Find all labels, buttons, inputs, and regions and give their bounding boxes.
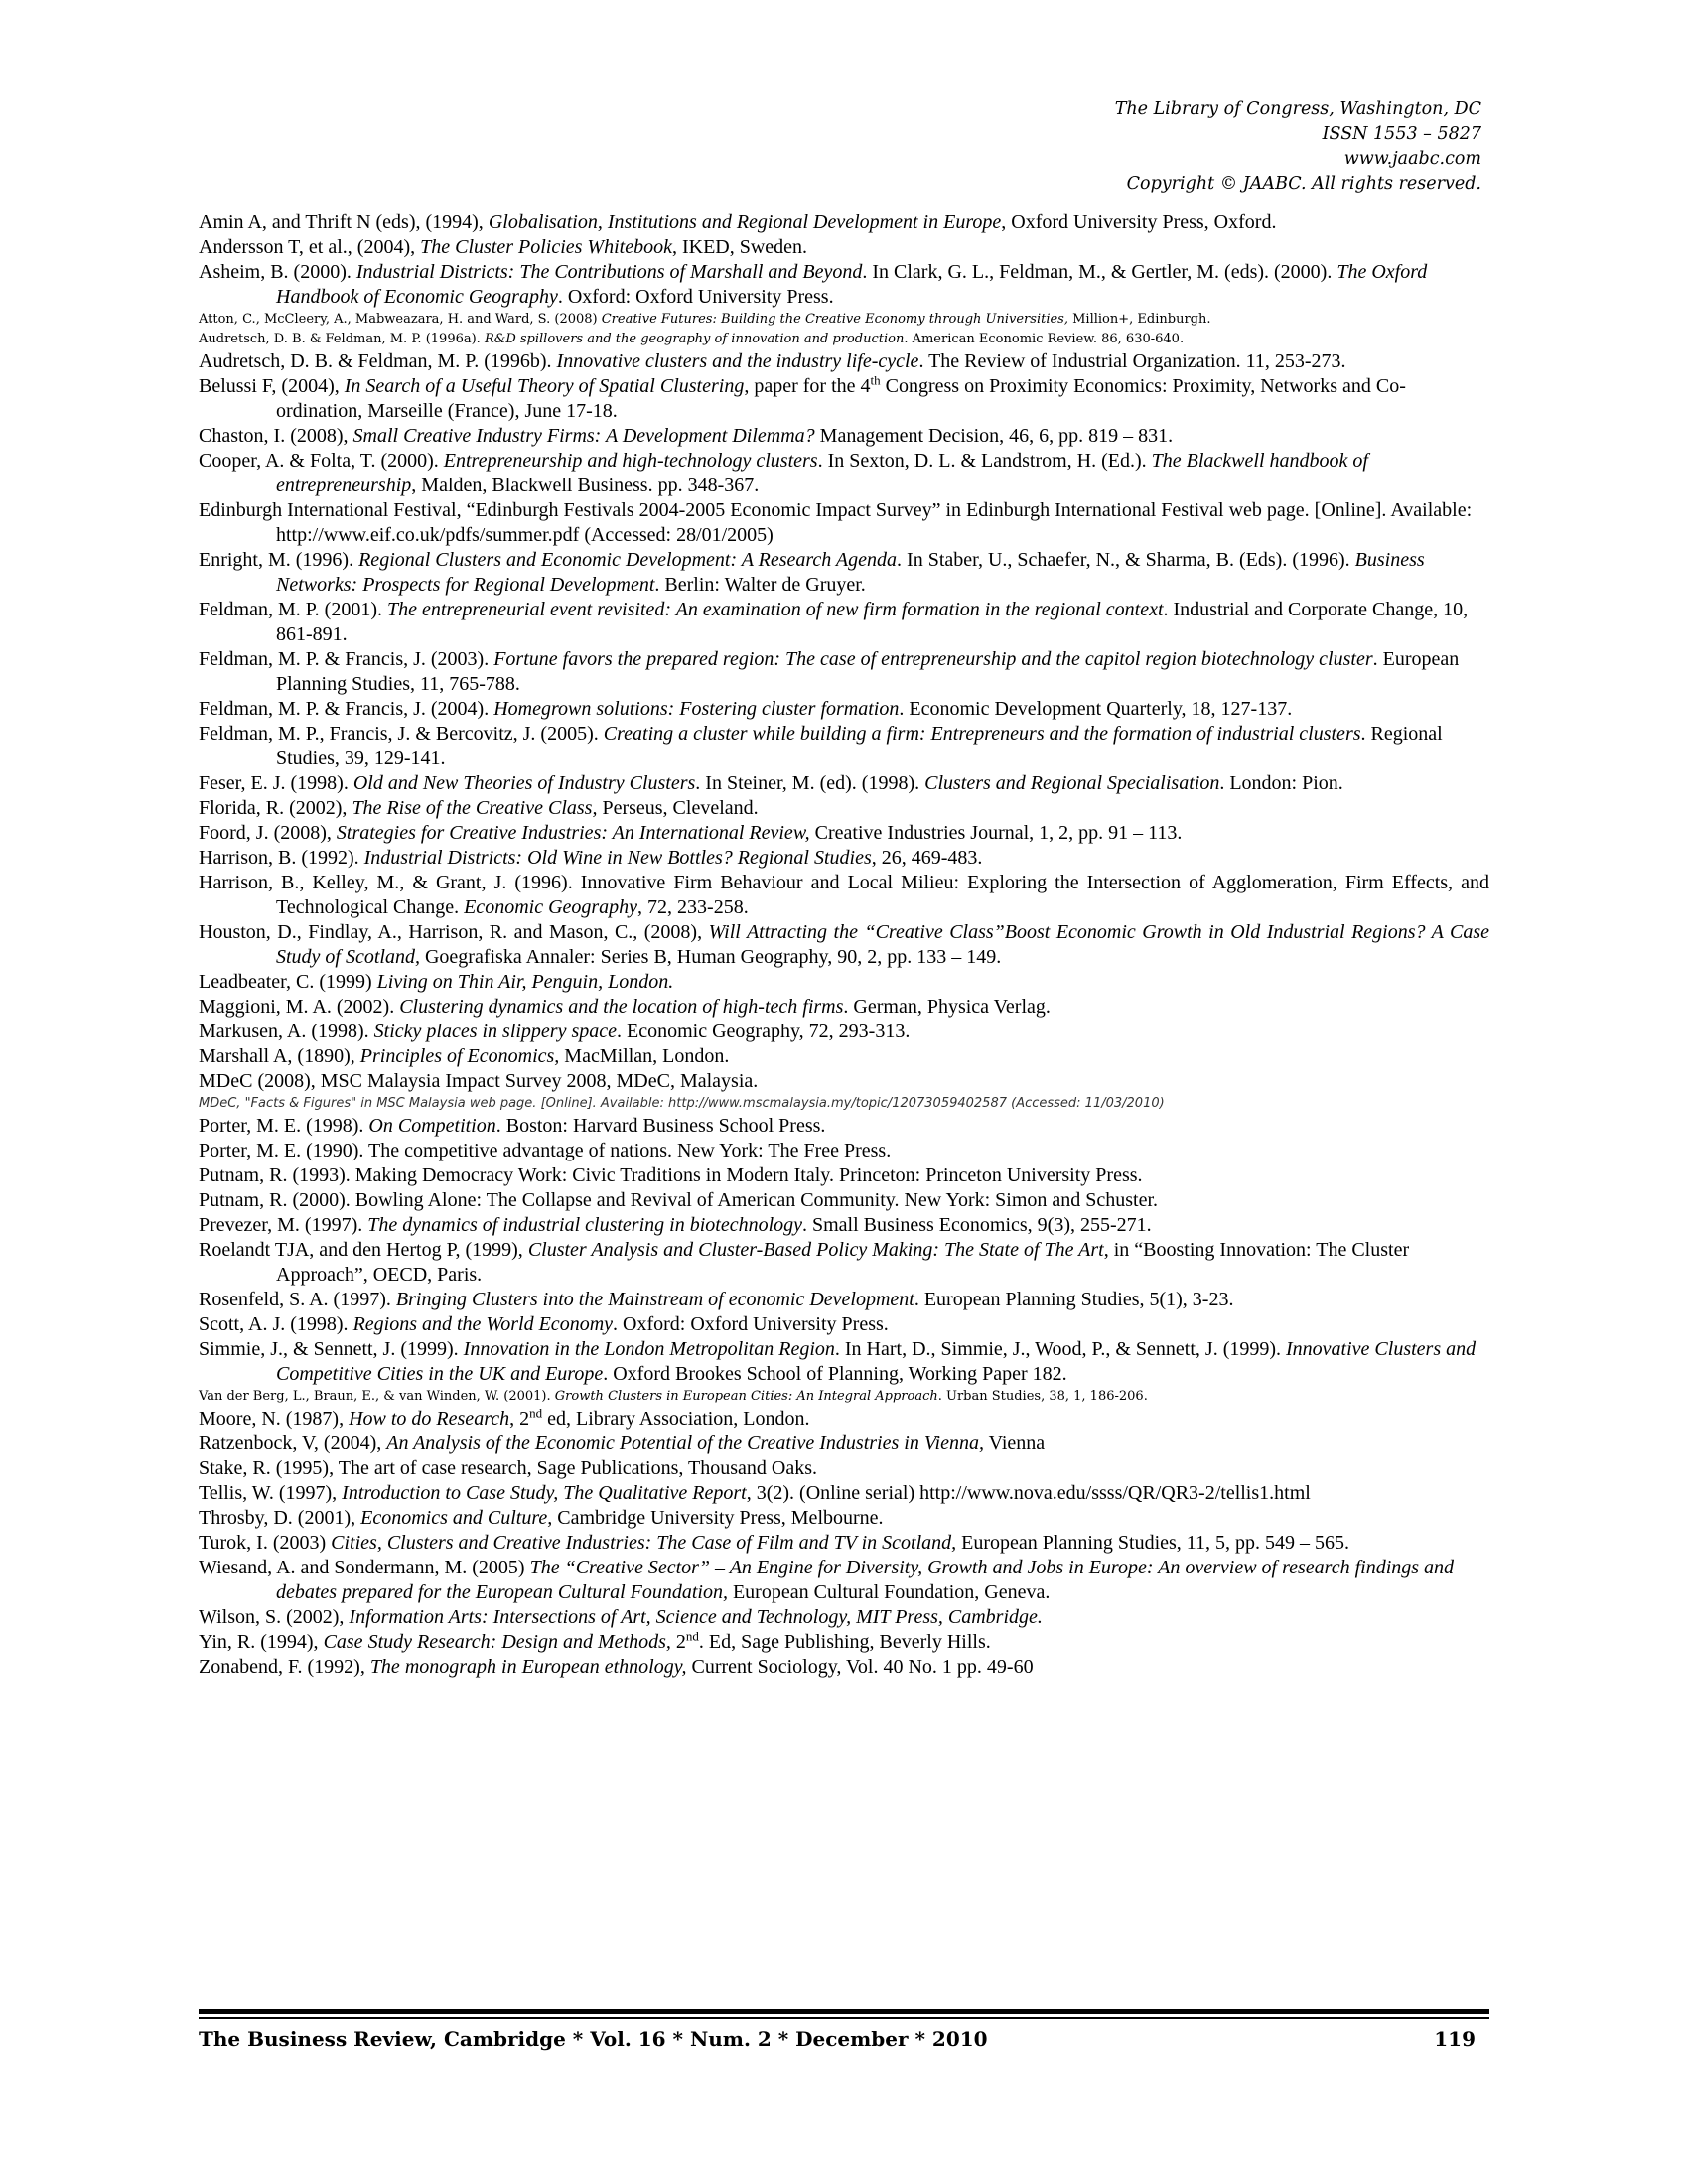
ref-text: Porter, M. E. (1998). xyxy=(199,1115,369,1137)
ref-text: Goegrafiska Annaler: Series B, Human Geography, 90, 2, pp. 133 – 149. xyxy=(419,946,1002,968)
reference-tellis xyxy=(199,1481,1489,1506)
ref-title: Homegrown solutions: Fostering cluster formation xyxy=(493,698,900,720)
ref-text: Creative Industries Journal, 1, 2, pp. 91 – 113. xyxy=(809,822,1183,844)
ref-text: Harrison, B. (1992). xyxy=(199,847,364,869)
footer-rule-thick xyxy=(199,2009,1489,2014)
ref-title: In Search of a Useful Theory of Spatial Clustering xyxy=(344,375,745,397)
ref-title: Bringing Clusters into the Mainstream of economic Development xyxy=(395,1289,914,1310)
ref-title: Living on Thin Air, Penguin, London. xyxy=(376,971,674,993)
ref-text: Andersson T, et al., (2004), xyxy=(199,236,421,258)
header-copyright: Copyright © JAABC. All rights reserved. xyxy=(1126,174,1481,194)
reference-stake xyxy=(199,1456,1489,1481)
reference-list xyxy=(199,210,1489,1680)
ref-text: , paper for the 4 xyxy=(744,375,871,397)
reference-enright xyxy=(199,548,1489,598)
reference-marshall xyxy=(199,1044,1489,1069)
reference-simmie xyxy=(199,1337,1489,1387)
reference-cooper xyxy=(199,449,1489,498)
ref-text: Amin A, and Thrift N (eds), (1994), xyxy=(199,211,489,233)
ref-title: The Oxford Handbook of Economic Geography xyxy=(276,261,1428,308)
ref-title: Entrepreneurship and high-technology clusters xyxy=(443,450,818,472)
ref-text: , Oxford University Press, Oxford. xyxy=(1001,211,1277,233)
ref-text: Maggioni, M. A. (2002). xyxy=(199,996,400,1018)
ref-text: , IKED, Sweden. xyxy=(671,236,808,258)
ref-title: The monograph in European ethnology, xyxy=(369,1656,687,1678)
ref-text: Current Sociology, Vol. 40 No. 1 pp. 49-60 xyxy=(686,1656,1034,1678)
page-footer xyxy=(199,2027,1489,2057)
ref-text: Florida, R. (2002), xyxy=(199,797,352,819)
ref-text: . In Sexton, D. L. & Landstrom, H. (Ed.). xyxy=(817,450,1152,472)
ref-title: The dynamics of industrial clustering in biotechnology xyxy=(367,1214,802,1236)
footer-journal: The Business Review, Cambridge * Vol. 16 * Num. 2 * December * 2010 xyxy=(199,2027,988,2051)
reference-feldman-2001 xyxy=(199,598,1489,647)
ref-text: Feldman, M. P. & Francis, J. (2003). xyxy=(199,648,494,670)
reference-ratzenbock xyxy=(199,1432,1489,1456)
ref-text: . German, Physica Verlag. xyxy=(843,996,1051,1018)
ref-text: . In Staber, U., Schaefer, N., & Sharma, B. (Eds). (1996). xyxy=(897,549,1355,571)
reference-chaston xyxy=(199,424,1489,449)
ref-title: The “Creative Sector” – An Engine for Diversity, Growth and Jobs in Europe: An overview of research findings and debates prepared for the European Cultural Foundation, xyxy=(276,1557,1455,1603)
reference-audretsch-1996a xyxy=(199,330,1489,349)
ref-title: The entrepreneurial event revisited: An examination of new firm formation in the regional context xyxy=(387,599,1164,620)
ref-text: . Urban Studies, 38, 1, 186-206. xyxy=(937,1389,1148,1404)
ref-text: Wilson, S. (2002), xyxy=(199,1606,350,1628)
ref-text: Wiesand, A. and Sondermann, M. (2005) xyxy=(199,1557,530,1578)
ref-title: The Cluster Policies Whitebook xyxy=(420,236,672,258)
ref-text: . In Clark, G. L., Feldman, M., & Gertler, M. (eds). (2000). xyxy=(862,261,1337,283)
ref-text: . Small Business Economics, 9(3), 255-271. xyxy=(802,1214,1152,1236)
ref-text: Perseus, Cleveland. xyxy=(597,797,759,819)
ref-text: Feldman, M. P. & Francis, J. (2004). xyxy=(199,698,494,720)
reference-audretsch-1996b xyxy=(199,349,1489,374)
ref-title: Clusters and Regional Specialisation xyxy=(924,772,1220,794)
ref-text: Million+, Edinburgh. xyxy=(1067,312,1211,327)
ref-text: . Berlin: Walter de Gruyer. xyxy=(654,574,866,596)
reference-belussi xyxy=(199,374,1489,424)
ref-title: Industrial Districts: Old Wine in New Bottles? Regional Studies xyxy=(363,847,872,869)
ref-text: , 26, 469-483. xyxy=(871,847,983,869)
reference-moore xyxy=(199,1407,1489,1432)
ref-text: Congress on Proximity Economics: Proximity, Networks and Co-ordination, Marseille (France), June 17-18. xyxy=(276,375,1406,422)
reference-florida xyxy=(199,796,1489,821)
ref-text: European Cultural Foundation, Geneva. xyxy=(727,1581,1051,1603)
ref-text: Asheim, B. (2000). xyxy=(199,261,356,283)
reference-atton xyxy=(199,310,1489,330)
ref-text: Atton, C., McCleery, A., Mabweazara, H. and Ward, S. (2008) xyxy=(199,312,602,327)
ref-title: Globalisation, Institutions and Regional Development in Europe xyxy=(488,211,1002,233)
ref-text: . Oxford: Oxford University Press. xyxy=(557,286,834,308)
ref-title: Creative Futures: Building the Creative Economy through Universities, xyxy=(601,312,1068,327)
ref-text: . Oxford: Oxford University Press. xyxy=(613,1313,889,1335)
ref-text: Harrison, B., Kelley, M., & Grant, J. (1996). Innovative Firm Behaviour and Local Milieu: Exploring the Intersection of Agglomeration, Firm Effects, and Technological Change. xyxy=(199,872,1489,918)
header-issn: ISSN 1553 – 5827 xyxy=(1322,124,1481,144)
ref-title: Strategies for Creative Industries: An International Review, xyxy=(336,822,810,844)
reference-markusen xyxy=(199,1020,1489,1044)
reference-harrison-1992 xyxy=(199,846,1489,871)
ref-text: Ratzenbock, V, (2004), xyxy=(199,1433,387,1454)
ref-text: Cambridge University Press, Melbourne. xyxy=(552,1507,884,1529)
ref-title: Innovative Clusters and Competitive Cities in the UK and Europe xyxy=(276,1338,1477,1385)
ref-title: Regional Clusters and Economic Development: A Research Agenda xyxy=(358,549,898,571)
ref-text: Tellis, W. (1997), xyxy=(199,1482,343,1504)
reference-edinburgh xyxy=(199,498,1489,548)
ref-title: Information Arts: Intersections of Art, Science and Technology, MIT Press, Cambridge. xyxy=(349,1606,1043,1628)
ref-title: Regions and the World Economy xyxy=(352,1313,614,1335)
reference-wiesand xyxy=(199,1556,1489,1605)
ref-text: Throsby, D. (2001), xyxy=(199,1507,361,1529)
ref-text: Enright, M. (1996). xyxy=(199,549,359,571)
ref-text: . London: Pion. xyxy=(1219,772,1343,794)
ref-title: Economic Geography xyxy=(464,896,638,918)
ref-title: Sticky places in slippery space xyxy=(373,1021,618,1042)
reference-feldman-2005 xyxy=(199,722,1489,771)
ref-title: Old and New Theories of Industry Clusters xyxy=(352,772,696,794)
reference-putnam-2000 xyxy=(199,1188,1489,1213)
ref-text: Houston, D., Findlay, A., Harrison, R. and Mason, C., (2008), xyxy=(199,921,709,943)
ordinal-superscript: nd xyxy=(529,1405,543,1421)
ref-text: Belussi F, (2004), xyxy=(199,375,345,397)
ref-title: The Blackwell handbook of entrepreneurship xyxy=(276,450,1368,496)
ref-text: Putnam, R. (1993). Making Democracy Work: Civic Traditions in Modern Italy. Princeton: Princeton University Press. xyxy=(199,1164,1143,1186)
journal-header xyxy=(886,97,1481,197)
ref-title: Innovation in the London Metropolitan Region xyxy=(463,1338,835,1360)
reference-harrison-1996 xyxy=(199,871,1489,920)
reference-roelandt xyxy=(199,1238,1489,1288)
reference-mdec-web xyxy=(199,1094,1489,1114)
ref-title: Introduction to Case Study, The Qualitative Report xyxy=(342,1482,747,1504)
ref-text: Roelandt TJA, and den Hertog P, (1999), xyxy=(199,1239,528,1261)
reference-amin xyxy=(199,210,1489,235)
ref-text: . European Planning Studies, 11, 765-788. xyxy=(276,648,1460,695)
ref-text: Audretsch, D. B. & Feldman, M. P. (1996a). xyxy=(199,332,485,346)
ref-text: Marshall A, (1890), xyxy=(199,1045,360,1067)
ref-title: Case Study Research: Design and Methods, xyxy=(323,1631,671,1653)
reference-andersson xyxy=(199,235,1489,260)
ref-text: Markusen, A. (1998). xyxy=(199,1021,374,1042)
ref-text: . Economic Geography, 72, 293-313. xyxy=(617,1021,911,1042)
ref-title: Cities, Clusters and Creative Industries: The Case of Film and TV in Scotland, xyxy=(331,1532,957,1554)
ref-text: . Regional Studies, 39, 129-141. xyxy=(276,723,1443,769)
ref-text: . The Review of Industrial Organization. 11, 253-273. xyxy=(918,350,1346,372)
ref-title: Industrial Districts: The Contributions of Marshall and Beyond xyxy=(355,261,863,283)
ref-title: Cluster Analysis and Cluster-Based Policy Making: The State of The Art xyxy=(527,1239,1104,1261)
reference-porter-1990 xyxy=(199,1139,1489,1163)
ref-text: Chaston, I. (2008), xyxy=(199,425,353,447)
ref-title: How to do Research xyxy=(349,1408,510,1430)
ref-text: Leadbeater, C. (1999) xyxy=(199,971,377,993)
page-number: 119 xyxy=(1434,2027,1476,2051)
ref-text: . Industrial and Corporate Change, 10, 861-891. xyxy=(276,599,1469,645)
ref-text: Vienna xyxy=(983,1433,1046,1454)
ref-text: . Economic Development Quarterly, 18, 127-137. xyxy=(899,698,1293,720)
ref-title: R&D spillovers and the geography of innovation and production xyxy=(484,332,905,346)
ref-text: Stake, R. (1995), The art of case research, Sage Publications, Thousand Oaks. xyxy=(199,1457,817,1479)
reference-feldman-2004 xyxy=(199,697,1489,722)
ref-text: , Malden, Blackwell Business. pp. 348-367. xyxy=(411,475,760,496)
reference-maggioni xyxy=(199,995,1489,1020)
ref-text: Feldman, M. P. (2001). xyxy=(199,599,387,620)
ref-text: Scott, A. J. (1998). xyxy=(199,1313,353,1335)
ref-title: Small Creative Industry Firms: A Development Dilemma? xyxy=(352,425,815,447)
ref-text: . In Hart, D., Simmie, J., Wood, P., & Sennett, J. (1999). xyxy=(834,1338,1287,1360)
ref-text: Turok, I. (2003) xyxy=(199,1532,332,1554)
footer-rule-thin xyxy=(199,2017,1489,2019)
ref-text: . American Economic Review. 86, 630-640. xyxy=(904,332,1185,346)
reference-turok xyxy=(199,1531,1489,1556)
reference-scott xyxy=(199,1312,1489,1337)
ref-title: The Rise of the Creative Class, xyxy=(352,797,598,819)
reference-leadbeater xyxy=(199,970,1489,995)
ref-title: An Analysis of the Economic Potential of the Creative Industries in Vienna, xyxy=(386,1433,984,1454)
ref-text: Edinburgh International Festival, “Edinburgh Festivals 2004-2005 Economic Impact Survey” in Edinburgh International Festival web page. [Online]. Available: http://www.eif.co.uk/pdfs/summer.pdf (Accessed: 28/01/2005) xyxy=(199,499,1473,546)
reference-prevezer xyxy=(199,1213,1489,1238)
reference-wilson xyxy=(199,1605,1489,1630)
reference-feldman-2003 xyxy=(199,647,1489,697)
ref-text: European Planning Studies, 11, 5, pp. 549 – 565. xyxy=(956,1532,1350,1554)
ordinal-superscript: th xyxy=(870,372,881,388)
ref-text: Porter, M. E. (1990). The competitive advantage of nations. New York: The Free Press. xyxy=(199,1140,892,1161)
ref-text: 2 xyxy=(670,1631,686,1653)
ref-title: On Competition xyxy=(368,1115,496,1137)
ref-text: Van der Berg, L., Braun, E., & van Winden, W. (2001). xyxy=(199,1389,555,1404)
ref-text: ed, Library Association, London. xyxy=(542,1408,810,1430)
ref-text: Putnam, R. (2000). Bowling Alone: The Collapse and Revival of American Community. New York: Simon and Schuster. xyxy=(199,1189,1159,1211)
ref-text: Feldman, M. P., Francis, J. & Bercovitz, J. (2005). xyxy=(199,723,604,745)
ref-title: Will Attracting the “Creative Class”Boost Economic Growth in Old Industrial Regions? A Case Study of Scotland, xyxy=(276,921,1489,968)
reference-putnam-1993 xyxy=(199,1163,1489,1188)
ref-title: Innovative clusters and the industry life-cycle xyxy=(556,350,919,372)
ref-text: . Oxford Brookes School of Planning, Working Paper 182. xyxy=(603,1363,1067,1385)
reference-zonabend xyxy=(199,1655,1489,1680)
reference-mdec-survey xyxy=(199,1069,1489,1094)
ref-text: . In Steiner, M. (ed). (1998). xyxy=(695,772,925,794)
ref-text: Rosenfeld, S. A. (1997). xyxy=(199,1289,396,1310)
ordinal-superscript: nd xyxy=(685,1628,699,1644)
ref-title: Creating a cluster while building a firm: Entrepreneurs and the formation of industrial clusters xyxy=(603,723,1361,745)
ref-text: Management Decision, 46, 6, pp. 819 – 831. xyxy=(814,425,1174,447)
reference-yin xyxy=(199,1630,1489,1655)
ref-text: Simmie, J., & Sennett, J. (1999). xyxy=(199,1338,464,1360)
ref-title: Fortune favors the prepared region: The case of entrepreneurship and the capitol region biotechnology cluster xyxy=(493,648,1373,670)
ref-text: Foord, J. (2008), xyxy=(199,822,337,844)
ref-text: , 2 xyxy=(509,1408,530,1430)
ref-text: Cooper, A. & Folta, T. (2000). xyxy=(199,450,444,472)
ref-title: Business Networks: Prospects for Regional Development xyxy=(276,549,1425,596)
ref-title: Economics and Culture, xyxy=(360,1507,553,1529)
reference-throsby xyxy=(199,1506,1489,1531)
ref-text: . Ed, Sage Publishing, Beverly Hills. xyxy=(698,1631,991,1653)
ref-text: , 3(2). (Online serial) http://www.nova.edu/ssss/QR/QR3-2/tellis1.html xyxy=(746,1482,1311,1504)
ref-text: Feser, E. J. (1998). xyxy=(199,772,353,794)
ref-title: Clustering dynamics and the location of high-tech firms xyxy=(399,996,844,1018)
reference-feser xyxy=(199,771,1489,796)
reference-rosenfeld xyxy=(199,1288,1489,1312)
ref-text: . Boston: Harvard Business School Press. xyxy=(495,1115,826,1137)
reference-asheim xyxy=(199,260,1489,310)
ref-title: Growth Clusters in European Cities: An Integral Approach xyxy=(554,1389,938,1404)
reference-houston xyxy=(199,920,1489,970)
ref-text: Prevezer, M. (1997). xyxy=(199,1214,368,1236)
ref-text: Audretsch, D. B. & Feldman, M. P. (1996b). xyxy=(199,350,557,372)
reference-van-der-berg xyxy=(199,1387,1489,1407)
ref-text: . European Planning Studies, 5(1), 3-23. xyxy=(914,1289,1234,1310)
ref-text: Moore, N. (1987), xyxy=(199,1408,350,1430)
ref-text: MDeC, "Facts & Figures" in MSC Malaysia web page. [Online]. Available: http://www.mscmalaysia.my/topic/12073059402587 (Accessed: 11/03/2010) xyxy=(199,1096,1165,1111)
ref-text: MacMillan, London. xyxy=(559,1045,730,1067)
header-website: www.jaabc.com xyxy=(1343,149,1481,169)
ref-text: Zonabend, F. (1992), xyxy=(199,1656,370,1678)
ref-text: MDeC (2008), MSC Malaysia Impact Survey 2008, MDeC, Malaysia. xyxy=(199,1070,759,1092)
reference-porter-1998 xyxy=(199,1114,1489,1139)
ref-text: , 72, 233-258. xyxy=(637,896,749,918)
ref-title: Principles of Economics, xyxy=(359,1045,560,1067)
ref-text: Yin, R. (1994), xyxy=(199,1631,324,1653)
header-library: The Library of Congress, Washington, DC xyxy=(1114,99,1481,119)
ref-text: , in “Boosting Innovation: The Cluster Approach”, OECD, Paris. xyxy=(276,1239,1410,1286)
reference-foord xyxy=(199,821,1489,846)
